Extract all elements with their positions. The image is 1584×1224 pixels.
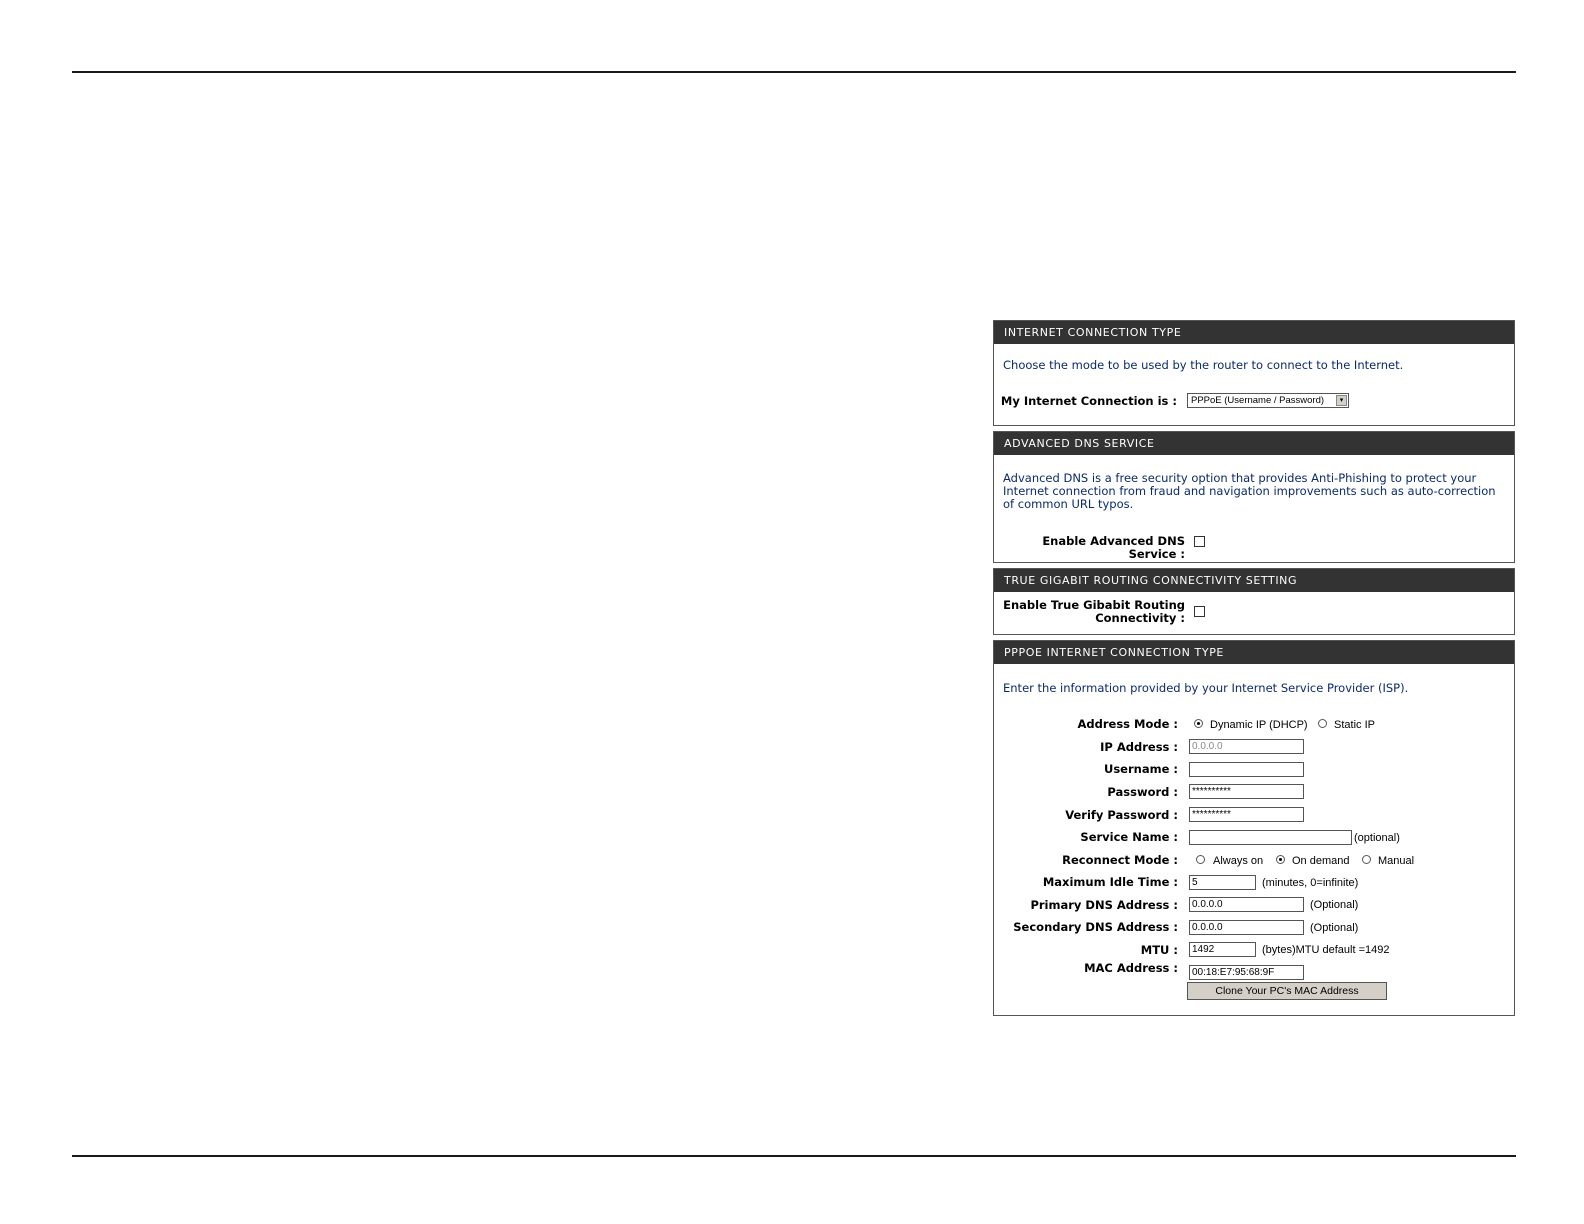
password-input[interactable]: ********** [1189, 784, 1304, 799]
address-mode-static-label: Static IP [1334, 719, 1375, 731]
advanced-dns-panel [993, 431, 1515, 563]
primary-dns-hint: (Optional) [1310, 899, 1359, 911]
bottom-rule [72, 1155, 1516, 1157]
reconnect-manual-radio[interactable] [1362, 855, 1371, 864]
service-name-label: Service Name : [1080, 830, 1178, 844]
clone-mac-button[interactable]: Clone Your PC's MAC Address [1187, 982, 1387, 1000]
service-name-input[interactable] [1189, 830, 1352, 845]
panel-header: TRUE GIGABIT ROUTING CONNECTIVITY SETTING [994, 569, 1514, 592]
reconnect-mode-label: Reconnect Mode : [1062, 853, 1178, 867]
primary-dns-input[interactable]: 0.0.0.0 [1189, 897, 1304, 912]
true-gigabit-panel [993, 568, 1515, 635]
internet-connection-type-panel [993, 320, 1515, 426]
primary-dns-label: Primary DNS Address : [1030, 898, 1178, 912]
panel-intro: Choose the mode to be used by the router to connect to the Internet. [1003, 358, 1404, 372]
address-mode-dynamic-label: Dynamic IP (DHCP) [1210, 719, 1308, 731]
reconnect-on-demand-radio[interactable] [1276, 855, 1285, 864]
secondary-dns-label: Secondary DNS Address : [1013, 920, 1178, 934]
panel-header: INTERNET CONNECTION TYPE [994, 321, 1514, 344]
pppoe-panel [993, 640, 1515, 1016]
password-label: Password : [1107, 785, 1178, 799]
ip-address-label: IP Address : [1100, 740, 1178, 754]
panel-header: ADVANCED DNS SERVICE [994, 432, 1514, 455]
mac-address-label: MAC Address : [1084, 961, 1178, 975]
connection-type-select[interactable] [1187, 393, 1349, 408]
address-mode-dynamic-radio[interactable] [1194, 719, 1203, 728]
reconnect-always-on-label: Always on [1213, 855, 1264, 867]
chevron-down-icon[interactable]: ▾ [1336, 395, 1347, 406]
mtu-hint: (bytes)MTU default =1492 [1262, 944, 1390, 956]
advanced-dns-label: Enable Advanced DNS Service : [1042, 534, 1185, 561]
max-idle-time-label: Maximum Idle Time : [1042, 875, 1178, 889]
address-mode-label: Address Mode : [1077, 717, 1178, 731]
secondary-dns-input[interactable]: 0.0.0.0 [1189, 920, 1304, 935]
reconnect-always-on-radio[interactable] [1196, 855, 1205, 864]
max-idle-time-hint: (minutes, 0=infinite) [1262, 877, 1359, 889]
verify-password-label: Verify Password : [1065, 808, 1178, 822]
panel-intro: Enter the information provided by your Internet Service Provider (ISP). [1003, 681, 1409, 695]
connection-type-value: PPPoE (Username / Password) [1191, 395, 1325, 406]
address-mode-static-radio[interactable] [1318, 719, 1327, 728]
connection-type-label: My Internet Connection is : [1000, 394, 1177, 408]
ip-address-input[interactable]: 0.0.0.0 [1189, 739, 1304, 754]
service-name-hint: (optional) [1354, 832, 1400, 844]
username-label: Username : [1104, 762, 1178, 776]
true-gigabit-label-line2: Connectivity : [1095, 611, 1185, 625]
true-gigabit-checkbox[interactable] [1194, 606, 1205, 617]
mtu-label: MTU : [1140, 943, 1178, 957]
mtu-input[interactable]: 1492 [1189, 942, 1256, 957]
panel-header: PPPOE INTERNET CONNECTION TYPE [994, 641, 1514, 664]
true-gigabit-label-line1: Enable True Gibabit Routing [1003, 598, 1185, 612]
secondary-dns-hint: (Optional) [1310, 922, 1359, 934]
advanced-dns-checkbox[interactable] [1194, 536, 1205, 547]
mac-address-input[interactable]: 00:18:E7:95:68:9F [1189, 965, 1304, 980]
verify-password-input[interactable]: ********** [1189, 807, 1304, 822]
username-input[interactable] [1189, 762, 1304, 777]
max-idle-time-input[interactable]: 5 [1189, 875, 1256, 890]
panel-intro: Advanced DNS is a free security option that provides Anti-Phishing to protect your Internet connection from fraud and navigation improvements such as auto-correction of common URL typos. [1003, 471, 1496, 511]
reconnect-manual-label: Manual [1378, 855, 1415, 867]
top-rule [72, 71, 1516, 73]
reconnect-on-demand-label: On demand [1292, 855, 1350, 867]
